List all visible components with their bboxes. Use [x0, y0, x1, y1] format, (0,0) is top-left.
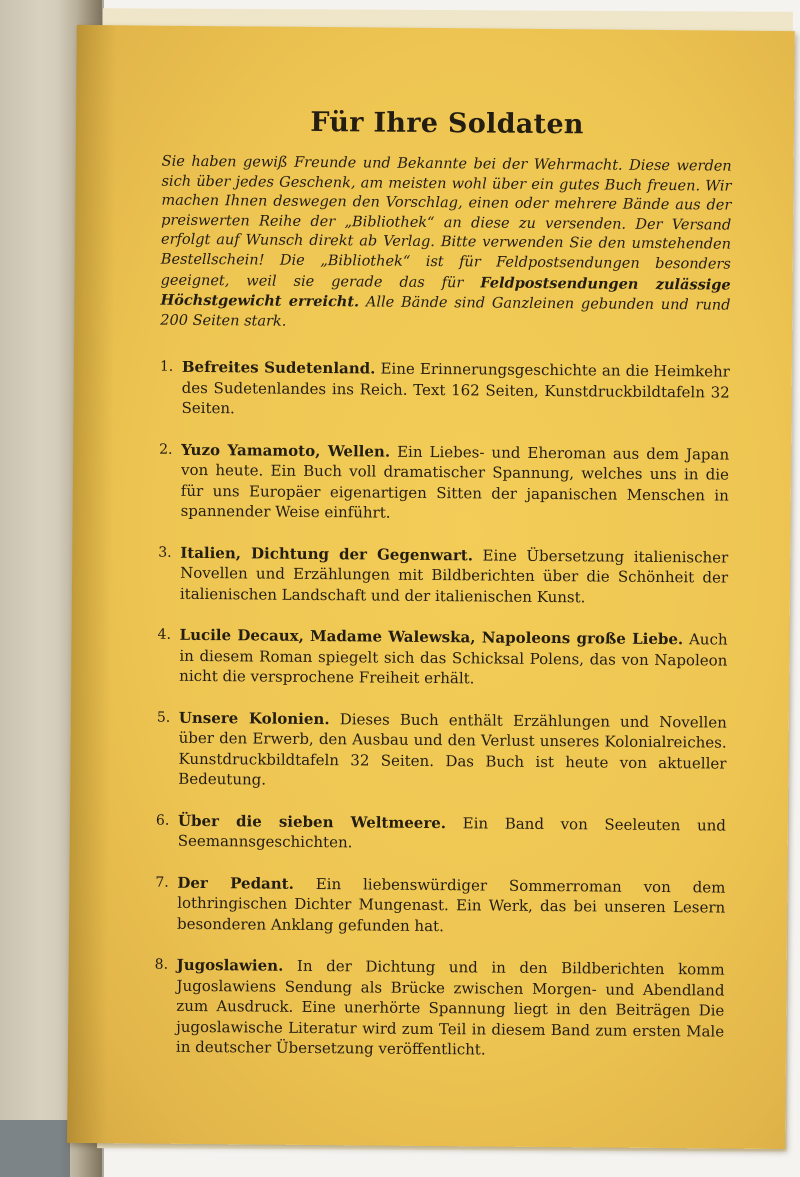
book-number: 7.	[155, 874, 169, 891]
book-title: Lucile Decaux, Madame Walewska, Napoleons große Liebe.	[179, 626, 684, 649]
book-item-3	[158, 542, 729, 608]
book-title: Der Pedant.	[177, 873, 294, 893]
page-edge-shading	[67, 25, 117, 1143]
page-title: Für Ihre Soldaten	[310, 106, 584, 141]
book-title: Befreites Sudetenland.	[181, 358, 376, 378]
book-title: Über die sieben Weltmeere.	[177, 811, 447, 832]
book-description: Eine Übersetzung italienischer Novellen und Erzählungen mit Bildberichten über die Schönheit der italienischen Landschaft und der italienischen Kunst.	[179, 546, 729, 607]
intro-paragraph	[160, 153, 732, 336]
book-description: Ein Band von Seeleuten und Seemannsgeschichten.	[177, 813, 726, 852]
yellow-page	[67, 25, 795, 1149]
intro-text-after: Alle Bände sind Ganzleinen gebunden und rund 200 Seiten stark.	[160, 294, 731, 330]
book-description: Ein liebenswürdiger Sommerroman von dem lothringischen Dichter Mungenast. Ein Werk, das bei unseren Lesern besonderen Anklang gefunden hat.	[176, 874, 726, 935]
book-item-7	[155, 872, 726, 938]
book-item-5	[156, 707, 727, 794]
book-description: Auch in diesem Roman spiegelt sich das Schicksal Polens, das von Napoleon nicht die versprochene Freiheit erhält.	[179, 630, 728, 688]
book-title: Yuzo Yamamoto, Wellen.	[181, 440, 391, 461]
book-item-8	[154, 955, 725, 1062]
book-number: 4.	[157, 626, 171, 644]
book-description: Eine Erinnerungsgeschichte an die Heimkehr des Sudetenlandes ins Reich. Text 162 Seiten, Kunstdruckbildtafeln 32 Seiten.	[181, 359, 730, 418]
book-number: 3.	[158, 544, 172, 561]
book-list	[154, 357, 730, 1062]
book-item-4	[157, 625, 728, 691]
intro-text-before: Sie haben gewiß Freunde und Bekannte bei der Wehrmacht. Diese werden sich über jedes Geschenk, am meisten wohl über ein gutes Buch freuen. Wir machen Ihnen deswegen den Vorschlag, einen oder mehrere Bände aus der preiswerten Reihe der „Bibliothek“ an diese zu versenden. Der Versand erfolgt auf Wunsch direkt ab Verlag. Bitte verwenden Sie den umstehenden Bestellschein! Die „Bibliothek“ ist für Feldpostsendungen besonders geeignet, weil sie gerade das für	[160, 153, 732, 291]
book-number: 8.	[154, 956, 169, 974]
book-description: In der Dichtung und in den Bildberichten komm Jugoslawiens Sendung als Brücke zwischen Morgen- und Abendland zum Ausdruck. Eine unerhörte Spannung liegt in den Beiträgen Die jugoslawische Literatur wird zum Teil in diesem Band zum ersten Male in deutscher Übersetzung veröffentlicht.	[175, 957, 725, 1059]
book-number: 5.	[156, 709, 171, 726]
book-number: 2.	[159, 441, 173, 458]
page-content	[154, 106, 732, 1084]
book-title: Unsere Kolonien.	[178, 708, 330, 728]
book-title: Italien, Dichtung der Gegenwart.	[180, 543, 474, 565]
book-description: Dieses Buch enthält Erzählungen und Novellen über den Erwerb, den Ausbau und den Verlust unseres Kolonialreiches. Kunstdruckbildtafeln 32 Seiten. Das Buch ist heute von aktueller Bedeutung.	[178, 709, 727, 789]
book-item-6	[156, 810, 726, 856]
book-item-1	[159, 357, 730, 423]
book-item-2	[159, 439, 730, 526]
intro-emphasis: Feldpostsendungen zulässige Höchstgewicht erreicht.	[160, 273, 731, 311]
book-number: 6.	[155, 812, 170, 829]
book-number: 1.	[159, 358, 174, 376]
book-description: Ein Liebes- und Eheroman aus dem Japan von heute. Ein Buch voll dramatischer Spannung, welches uns in die für uns Europäer eigenartigen Sitten der japanischen Menschen in spannender Weise einführt.	[180, 442, 730, 522]
book-title: Jugoslawien.	[176, 956, 284, 976]
